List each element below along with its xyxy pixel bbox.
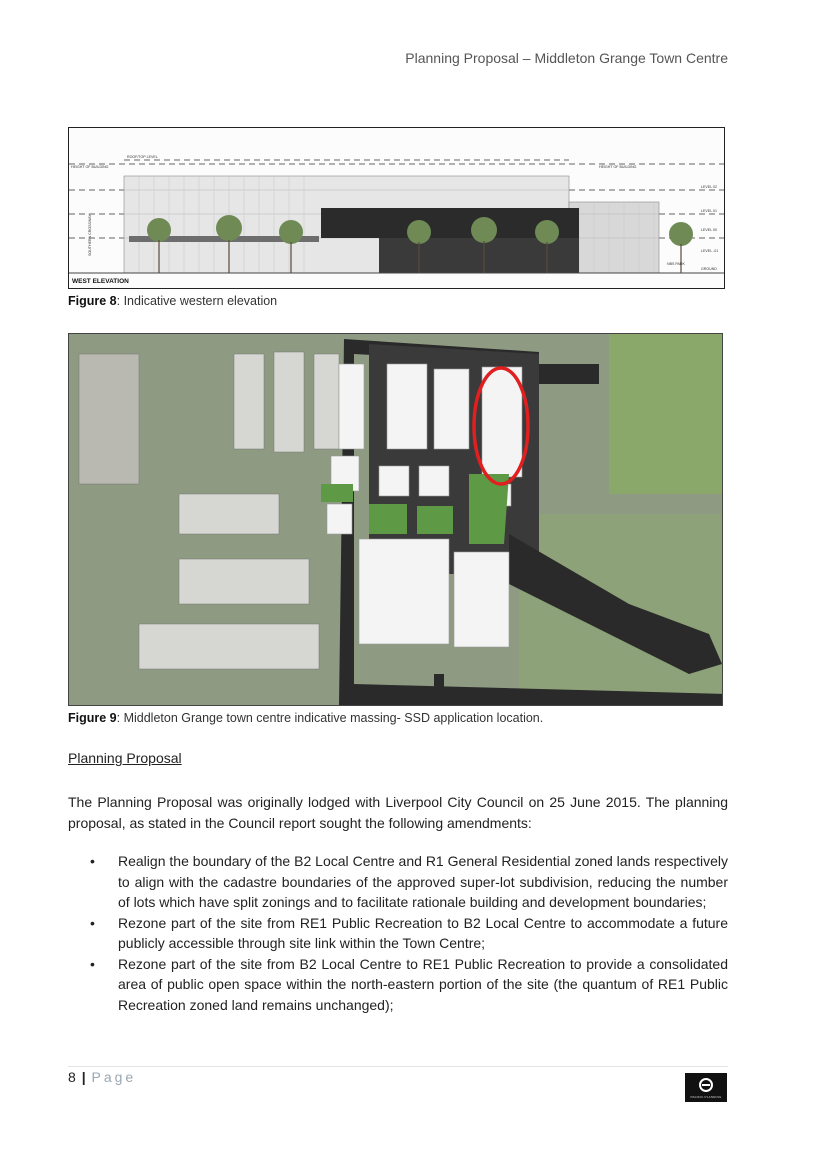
figure-9-aerial-massing <box>68 333 723 706</box>
company-logo <box>685 1073 727 1102</box>
list-item: • Rezone part of the site from B2 Local Centre to RE1 Public Recreation to provide a consolidated area of public open space within the north-eastern portion of the site (the quantum of RE1 Public Recreation zoned land remains unchanged); <box>90 955 728 1013</box>
section-title: Planning Proposal <box>68 750 182 766</box>
annotation-level-01: LEVEL 01 <box>701 209 718 213</box>
annotation-level-02: LEVEL 02 <box>701 185 718 189</box>
intro-paragraph: The Planning Proposal was originally lodged with Liverpool City Council on 25 June 2015. The planning proposal, as stated in the Council report sought the following amendments: <box>68 794 728 831</box>
figure-9-caption <box>68 711 543 725</box>
figure-8-caption <box>68 294 277 308</box>
footer-divider <box>68 1066 728 1067</box>
bullet-icon: • <box>90 955 95 972</box>
elevation-drawing <box>69 128 724 288</box>
annotation-level-00: LEVEL 00 <box>701 228 718 232</box>
list-item: • Realign the boundary of the B2 Local Centre and R1 General Residential zoned lands respectively to align with the cadastre boundaries of the approved super-lot subdivision, reducing the number of lots which have split zonings and to facilitate rationale building and development boundaries; <box>90 853 728 910</box>
figure-8-text: : Indicative western elevation <box>116 294 278 308</box>
page-word: Page <box>91 1069 137 1085</box>
drawing-title: WEST ELEVATION <box>72 278 129 285</box>
logo-text: PACIFIC PLANNING <box>690 1095 722 1099</box>
aerial-map <box>69 334 722 705</box>
figure-8-elevation <box>68 127 725 289</box>
annotation-level-m1: LEVEL -01 <box>701 249 719 253</box>
annotation-height-left: HEIGHT OF BUILDING <box>71 165 109 169</box>
figure-9-label: Figure 9 <box>68 711 117 725</box>
annotation-side: SOUTHERN CROSSWAY <box>88 214 92 256</box>
page-footer <box>68 1069 136 1085</box>
page-number: 8 <box>68 1069 76 1085</box>
figure-8-label: Figure 8 <box>68 294 117 308</box>
figure-9-text: : Middleton Grange town centre indicative massing- SSD application location. <box>116 711 544 725</box>
amendments-list <box>68 851 728 1015</box>
footer-separator: | <box>81 1069 86 1085</box>
bullet-icon: • <box>90 914 95 931</box>
annotation-roof: ROOF/TOP LEVEL <box>127 155 158 159</box>
annotation-ground: GROUND <box>701 267 717 271</box>
annotation-height-right: HEIGHT OF BUILDING <box>599 165 637 169</box>
bullet-icon: • <box>90 853 95 869</box>
list-item: • Rezone part of the site from RE1 Public Recreation to B2 Local Centre to accommodate a future publicly accessible through site link within the Town Centre; <box>90 914 728 951</box>
annotation-nbs-park: NBS PARK <box>667 262 685 266</box>
page-header: Planning Proposal – Middleton Grange Town Centre <box>405 50 728 66</box>
